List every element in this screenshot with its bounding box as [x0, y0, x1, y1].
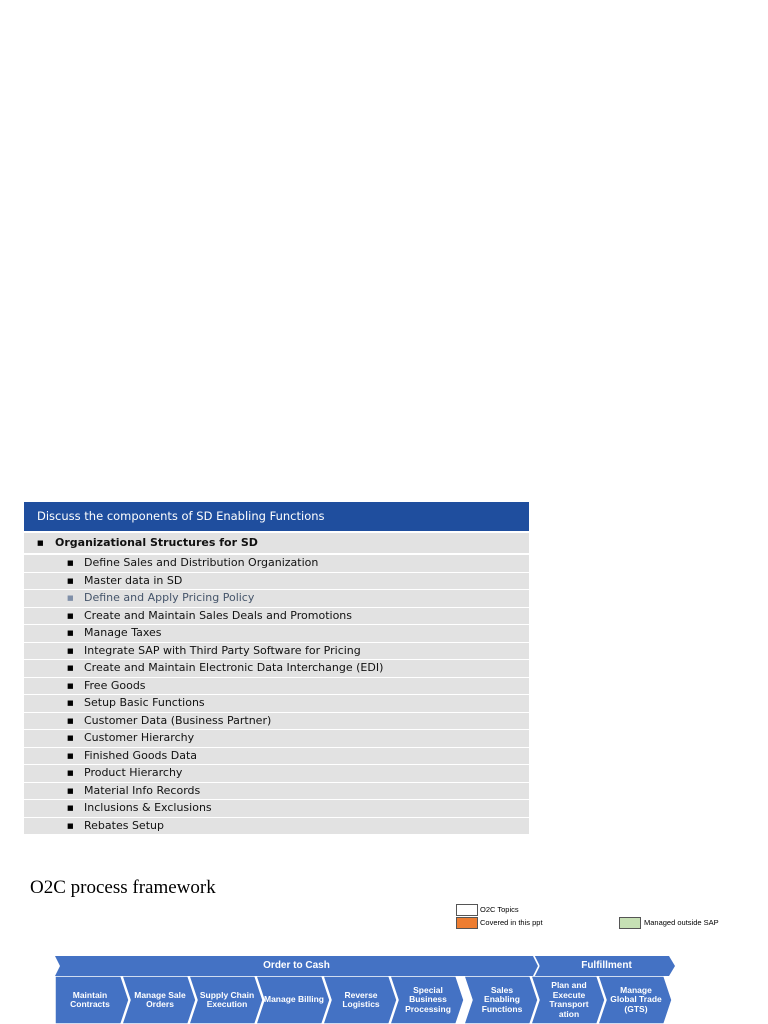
process-step [323, 976, 397, 1024]
process-step-label: Sales Enabling Functions [481, 984, 523, 1014]
list-item-label: Customer Data (Business Partner) [84, 713, 272, 727]
bullet-icon: ■ [67, 664, 74, 672]
sd-enabling-functions-panel [24, 502, 529, 835]
process-step [55, 976, 129, 1024]
bullet-icon: ■ [67, 804, 74, 812]
list-item [24, 748, 529, 765]
process-step-label: Manage Sale Orders [134, 989, 186, 1009]
legend-label-covered: Covered in this ppt [480, 918, 543, 927]
list-item-label: Setup Basic Functions [84, 696, 205, 709]
bullet-icon: ■ [67, 611, 74, 620]
bullet-icon: ■ [67, 594, 74, 602]
list-item-label: Rebates Setup [84, 818, 164, 832]
list-item-label: Finished Goods Data [84, 748, 198, 762]
list-item-label: Product Hierarchy [84, 766, 183, 779]
process-step [189, 976, 263, 1024]
legend-swatch-o2c-topics [456, 904, 478, 916]
legend-swatch-covered [456, 917, 478, 929]
list-item-label: Manage Taxes [84, 626, 162, 639]
list-item-label: Free Goods [84, 678, 146, 692]
list-item-label: Define and Apply Pricing Policy [84, 591, 255, 604]
list-item-label: Define Sales and Distribution Organization [84, 556, 319, 569]
list-item [24, 818, 529, 835]
phase-band [55, 956, 675, 976]
list-item-top [24, 533, 529, 553]
legend-swatch-managed-outside [619, 917, 641, 929]
framework-title: O2C process framework [30, 877, 216, 898]
bullet-icon: ■ [67, 751, 74, 760]
bullet-icon: ■ [67, 716, 74, 725]
bullet-icon: ■ [67, 629, 74, 637]
process-step-label: Maintain Contracts [70, 989, 110, 1009]
list-item [24, 695, 529, 712]
list-item [24, 800, 529, 817]
process-step-label: Reverse Logistics [342, 989, 380, 1009]
process-step [464, 976, 538, 1024]
bullet-icon: ■ [67, 681, 74, 690]
process-steps [0, 976, 768, 1024]
process-step [598, 976, 672, 1024]
list-item-label: Material Info Records [84, 783, 201, 797]
list-item [24, 625, 529, 642]
process-step-label: Manage Global Trade (GTS) [610, 984, 662, 1014]
bullet-icon: ■ [67, 559, 74, 567]
bullet-icon: ■ [67, 646, 74, 655]
bullet-icon: ■ [67, 699, 74, 707]
panel-rows [24, 533, 529, 834]
bullet-icon: ■ [67, 786, 74, 795]
list-item-label: Integrate SAP with Third Party Software for Pricing [84, 643, 361, 657]
process-step-label: Manage Billing [264, 994, 324, 1005]
bullet-icon: ■ [67, 576, 74, 585]
list-item [24, 555, 529, 572]
list-item-label: Customer Hierarchy [84, 731, 195, 744]
list-item-label: Create and Maintain Sales Deals and Promotions [84, 608, 353, 622]
list-item [24, 660, 529, 677]
list-item [24, 783, 529, 800]
legend-label-managed-outside: Managed outside SAP [644, 918, 719, 927]
list-item [24, 573, 529, 590]
list-item [24, 765, 529, 782]
list-item [24, 608, 529, 625]
bullet-icon: ■ [37, 539, 44, 547]
process-step [390, 976, 464, 1024]
band-order-to-cash: Order to Cash [263, 960, 330, 971]
process-step [256, 976, 330, 1024]
process-step-label: Special Business Processing [405, 984, 451, 1014]
panel-header: Discuss the components of SD Enabling Functions [24, 502, 529, 531]
list-item [24, 713, 529, 730]
list-item-label: Create and Maintain Electronic Data Interchange (EDI) [84, 661, 384, 674]
bullet-icon: ■ [67, 821, 74, 830]
list-item-label: Organizational Structures for SD [55, 536, 258, 549]
bullet-icon: ■ [67, 734, 74, 742]
list-item [24, 730, 529, 747]
process-step [531, 976, 605, 1024]
process-step [122, 976, 196, 1024]
process-step-label: Plan and Execute Transport ation [549, 980, 589, 1019]
list-item-label: Inclusions & Exclusions [84, 801, 212, 814]
list-item-label: Master data in SD [84, 573, 183, 587]
bullet-icon: ■ [67, 769, 74, 777]
legend-label-o2c-topics: O2C Topics [480, 905, 519, 914]
list-item [24, 678, 529, 695]
list-item [24, 590, 529, 607]
process-step-label: Supply Chain Execution [199, 989, 255, 1009]
list-item [24, 643, 529, 660]
band-fulfillment: Fulfillment [581, 960, 632, 971]
